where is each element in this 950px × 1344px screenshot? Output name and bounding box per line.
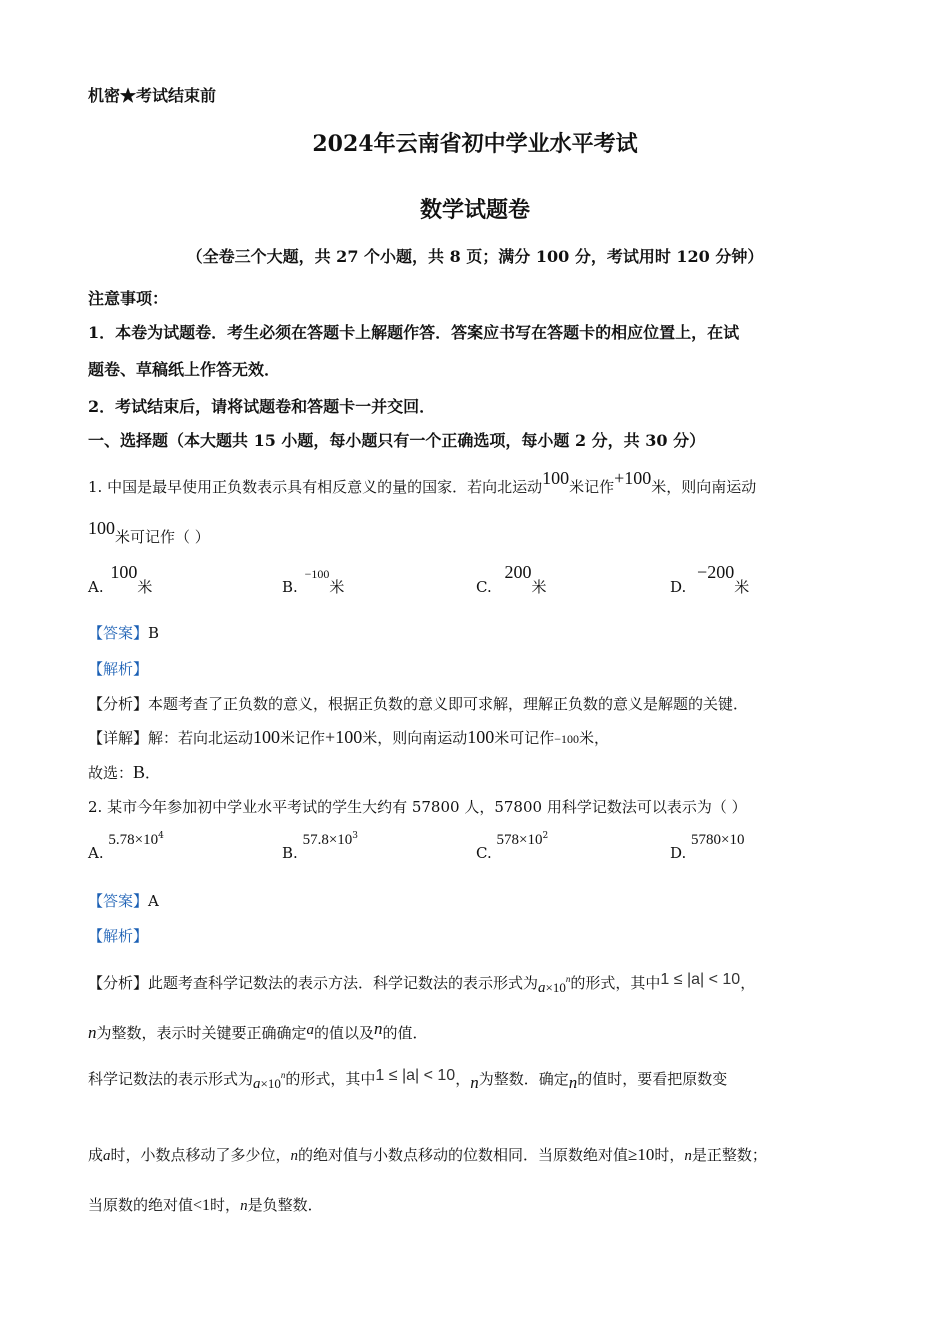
q2-answer: 【答案】A — [88, 892, 159, 910]
q1-answer: 【答案】B — [88, 624, 160, 642]
note-1-line-1: 1．本卷为试题卷．考生必须在答题卡上解题作答．答案应书写在答题卡的相应位置上，在试 — [88, 323, 740, 342]
q2-option-d: D. 5780×10 — [670, 832, 745, 862]
exam-title: 2024年云南省初中学业水平考试 — [312, 131, 638, 157]
note-1-line-2: 题卷、草稿纸上作答无效． — [88, 360, 281, 379]
q1-option-c: C. 200米 — [476, 562, 547, 596]
q1-analysis-tag: 【解析】 — [88, 660, 149, 678]
q2-option-c: C. $578\times 10^2$ — [476, 831, 549, 862]
q2-fenxi-line-1: 【分析】此题考查科学记数法的表示方法．科学记数法的表示形式为$a\times 10^n$的形式，其中1 ≤ |a| < 10， — [88, 971, 756, 996]
q2-inequality: 1 ≤ |a| < 10 — [660, 971, 741, 988]
q2-option-b: B. $57.8\times 10^3$ — [282, 831, 359, 862]
q2-analysis-tag: 【解析】 — [88, 927, 149, 945]
q1-xiangjie: 【详解】解：若向北运动100米记作+100米，则向南运动100米可记作−100米， — [88, 727, 610, 747]
section-1-heading: 一、选择题（本大题共 15 小题，每小题只有一个正确选项，每小题 2 分，共 30 分） — [88, 431, 706, 450]
q2-para-line-1: 科学记数法的表示形式为$a\times 10^n$的形式，其中1 ≤ |a| < 10，n为整数．确定n的值时，要看把原数变 — [88, 1067, 728, 1092]
q1-value-100: 100 — [542, 468, 570, 488]
exam-scope: （全卷三个大题，共 27 个小题，共 8 页；满分 100 分，考试用时 120 分钟） — [186, 247, 764, 266]
q1-value-plus-100: +100 — [614, 468, 652, 488]
q1-option-d: D. −200米 — [670, 562, 750, 596]
q1-option-b: B. −100米 — [282, 567, 345, 596]
q2-fenxi-line-2: n为整数，表示时关键要正确确定a的值以及n的值． — [88, 1019, 428, 1042]
q1-stem-line-2: 100米可记作（ ） — [88, 518, 210, 546]
q2-stem: 2. 某市今年参加初中学业水平考试的学生大约有 57800 人，57800 用科学记数法可以表示为（ ） — [88, 798, 747, 816]
q1-option-a: A. 100米 — [88, 562, 153, 596]
notes-heading: 注意事项： — [88, 289, 169, 308]
note-2: 2．考试结束后，请将试题卷和答题卡一并交回． — [88, 397, 436, 416]
q1-stem-line-1: 1. 中国是最早使用正负数表示具有相反意义的量的国家．若向北运动100米记作+100米，则向南运动 — [88, 468, 757, 496]
confidential-label: 机密★考试结束前 — [88, 86, 217, 105]
q2-para-line-3: 当原数的绝对值<1时，n是负整数． — [88, 1196, 323, 1214]
q1-choice: 故选：B． — [88, 762, 161, 782]
exam-subtitle: 数学试题卷 — [419, 197, 530, 223]
q2-option-a: A. $5.78\times 10^4$ — [88, 831, 164, 862]
q2-para-line-2: 成a时，小数点移动了多少位，n的绝对值与小数点移动的位数相同．当原数绝对值≥10时，n是正整数； — [88, 1145, 767, 1164]
q1-fenxi: 【分析】本题考查了正负数的意义，根据正负数的意义即可求解，理解正负数的意义是解题的关键． — [88, 695, 749, 713]
